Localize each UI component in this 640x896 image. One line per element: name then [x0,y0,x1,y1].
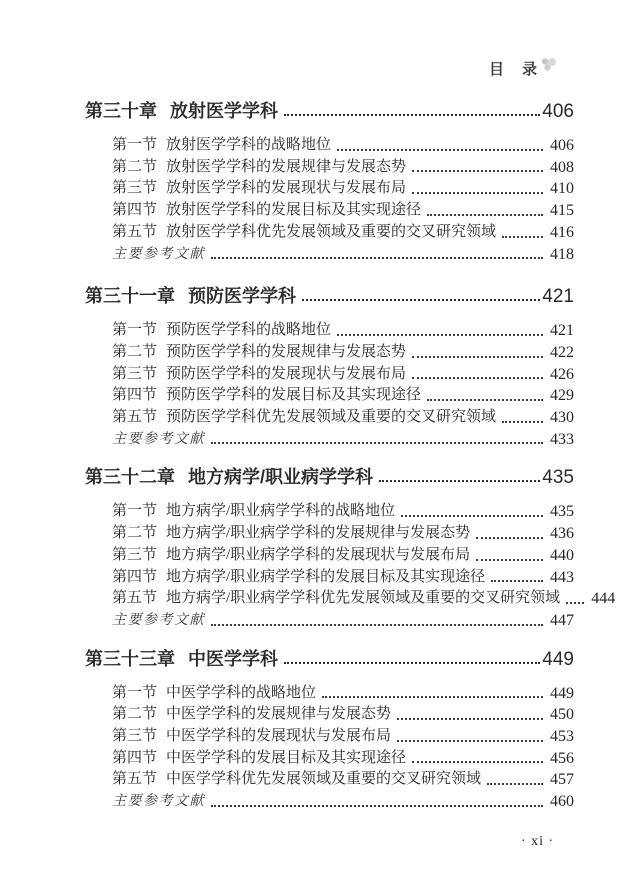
section-label: 第一节 [112,322,158,339]
toc-section-row [112,157,574,179]
dot-leader [211,429,543,451]
toc-section-row [112,222,574,244]
toc-section-row [112,501,574,523]
toc-section-row [112,769,574,791]
toc-chapter-row [85,100,574,123]
toc-section-row [112,135,574,157]
section-list [112,501,616,631]
section-title: 预防医学学科优先发展领域及重要的交叉研究领域 [166,409,497,426]
section-page-number: 443 [550,568,574,586]
dot-leader [211,610,543,632]
dot-leader [284,100,540,123]
section-title: 预防医学学科的发展目标及其实现途径 [166,387,422,404]
section-page-number: 436 [550,525,574,543]
section-page-number: 416 [550,223,574,241]
toc-reference-row [112,610,574,632]
section-label: 第三节 [112,365,158,382]
dot-leader [379,466,540,489]
section-label: 第五节 [112,590,158,607]
toc-section-row [112,200,574,222]
header-title: 目 [489,61,505,78]
section-page-number: 408 [550,158,574,176]
toc-chapter-block [85,285,574,450]
reference-title: 主要参考文献 [112,431,205,447]
section-title: 预防医学学科的战略地位 [166,322,332,339]
toc-reference-row [112,429,574,451]
section-page-number: 456 [550,749,574,767]
section-title: 预防医学学科的发展规律与发展态势 [166,343,407,360]
dot-leader [412,364,543,386]
dot-leader [476,523,543,545]
toc-chapter-row [85,285,574,308]
section-label: 第四节 [112,568,158,585]
section-title: 中医学学科的发展目标及其实现途径 [166,749,407,766]
section-label: 第二节 [112,706,158,723]
section-list [112,683,574,813]
toc-chapter-block [85,648,574,813]
dot-leader [322,683,543,705]
toc-content [85,0,616,813]
toc-section-row [112,704,574,726]
section-page-number: 415 [550,202,574,220]
toc-reference-row [112,791,574,813]
section-label: 第四节 [112,387,158,404]
dot-leader [412,748,543,770]
reference-title: 主要参考文献 [112,612,205,628]
toc-section-row [112,364,574,386]
toc-section-row [112,178,574,200]
section-title: 地方病学/职业病学学科的发展规律与发展态势 [166,525,471,542]
section-label: 第五节 [112,771,158,788]
dot-leader [397,726,543,748]
section-page-number: 429 [550,387,574,405]
toc-section-row [112,545,574,567]
chapter-label: 第三十章 [85,101,157,121]
section-page-number: 435 [550,503,574,521]
section-label: 第五节 [112,409,158,426]
dot-leader [284,648,540,671]
section-page-number: 421 [550,322,574,340]
toc-section-row [112,748,574,770]
dot-leader [412,178,543,200]
toc-section-row [112,342,574,364]
chapter-title: 地方病学/职业病学学科 [188,467,373,488]
dot-leader [211,244,543,266]
dot-leader [566,588,584,610]
section-label: 第一节 [112,684,158,701]
chapter-page-number: 406 [542,101,574,122]
toc-section-row [112,588,616,610]
section-label: 第四节 [112,202,158,219]
section-label: 第三节 [112,728,158,745]
section-label: 第二节 [112,158,158,175]
section-page-number: 430 [550,409,574,427]
dot-leader [491,567,543,589]
section-title: 放射医学学科的发展目标及其实现途径 [166,202,422,219]
section-title: 放射医学学科优先发展领域及重要的交叉研究领域 [166,223,497,240]
dot-leader [476,545,543,567]
section-page-number: 422 [550,343,574,361]
toc-reference-row [112,244,574,266]
toc-section-row [112,567,574,589]
section-page-number: 447 [550,611,574,629]
chapter-title: 预防医学学科 [188,286,296,307]
section-title: 放射医学学科的发展规律与发展态势 [166,158,407,175]
section-page-number: 457 [550,771,574,789]
section-label: 第一节 [112,503,158,520]
toc-section-row [112,320,574,342]
reference-title: 主要参考文献 [112,246,205,262]
section-title: 放射医学学科的发展现状与发展布局 [166,180,407,197]
toc-section-row [112,385,574,407]
section-label: 第四节 [112,749,158,766]
dot-leader [502,222,543,244]
section-title: 地方病学/职业病学学科优先发展领域及重要的交叉研究领域 [166,590,561,607]
section-label: 第一节 [112,137,158,153]
section-page-number: 433 [550,430,574,448]
chapter-label: 第三十三章 [85,648,175,669]
section-label: 第二节 [112,343,158,360]
section-page-number: 418 [550,245,574,263]
section-page-number: 406 [550,137,574,154]
dot-leader [487,769,543,791]
section-page-number: 410 [550,180,574,198]
section-page-number: 450 [550,706,574,724]
toc-chapter-block [85,466,616,631]
dot-leader [412,157,543,179]
section-title: 中医学学科优先发展领域及重要的交叉研究领域 [166,771,482,788]
dot-leader [397,704,543,726]
chapter-title: 放射医学学科 [170,101,278,121]
chapter-page-number: 449 [542,648,574,670]
dot-leader [211,791,543,813]
section-title: 中医学学科的发展现状与发展布局 [166,728,392,745]
section-page-number: 449 [550,684,574,702]
section-list [112,135,574,265]
section-label: 第五节 [112,223,158,240]
toc-chapter-row [85,466,574,489]
section-page-number: 453 [550,728,574,746]
chapter-label: 第三十二章 [85,467,175,488]
toc-section-row [112,726,574,748]
section-label: 第三节 [112,546,158,563]
toc-section-row [112,523,574,545]
section-title: 放射医学学科的战略地位 [166,137,332,153]
section-title: 地方病学/职业病学学科的战略地位 [166,503,396,520]
chapter-page-number: 421 [542,286,574,308]
section-title: 中医学学科的发展规律与发展态势 [166,706,392,723]
section-page-number: 426 [550,365,574,383]
header-title: 录 [522,61,538,78]
reference-title: 主要参考文献 [112,794,205,810]
section-label: 第二节 [112,525,158,542]
section-list [112,320,574,450]
chapter-page-number: 435 [542,467,574,489]
dot-leader [412,342,543,364]
section-page-number: 460 [550,793,574,811]
section-page-number: 444 [591,590,616,608]
toc-section-row [112,683,574,705]
dot-leader [337,135,543,157]
toc-section-row [112,407,574,429]
footer-page-number: · xi · [521,834,555,849]
section-title: 地方病学/职业病学学科的发展现状与发展布局 [166,546,471,563]
section-label: 第三节 [112,180,158,197]
dot-leader [302,285,540,308]
section-title: 地方病学/职业病学学科的发展目标及其实现途径 [166,568,486,585]
dot-leader [502,407,543,429]
dot-leader [401,501,543,523]
section-title: 中医学学科的战略地位 [166,684,317,701]
toc-chapter-row [85,648,574,671]
dot-leader [427,200,543,222]
chapter-title: 中医学学科 [188,648,278,669]
section-title: 预防医学学科的发展现状与发展布局 [166,365,407,382]
section-page-number: 440 [550,546,574,564]
dot-leader [337,320,543,342]
chapter-label: 第三十一章 [85,286,175,307]
dot-leader [427,385,543,407]
toc-chapter-block [85,100,574,265]
